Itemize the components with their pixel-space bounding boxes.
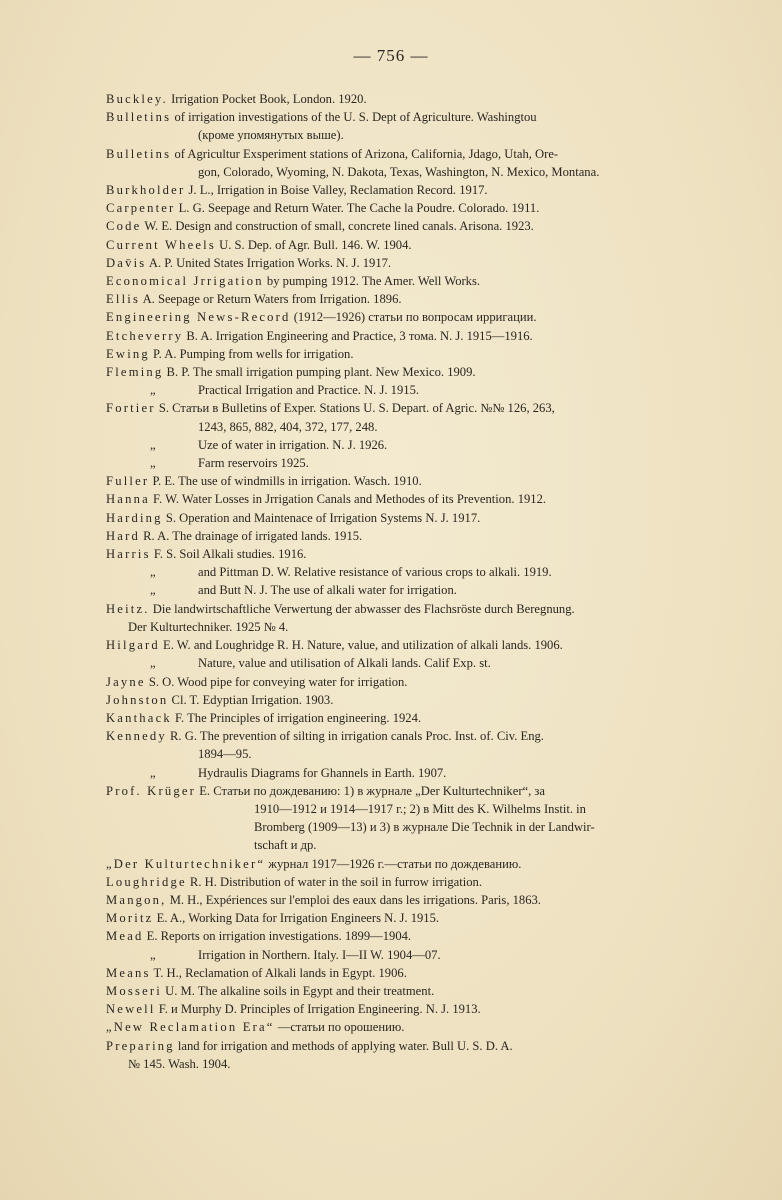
entry-author: Jayne bbox=[106, 674, 146, 689]
entry-author: Code bbox=[106, 219, 142, 234]
entry-first-line bbox=[106, 547, 306, 561]
bibliography-entry bbox=[106, 1000, 718, 1018]
bibliography-entry bbox=[106, 490, 718, 508]
entry-continuation: (кроме упомянутых выше). bbox=[198, 128, 344, 143]
entry-text: Practical Irrigation and Practice. N. J. 1915. bbox=[198, 383, 420, 398]
entry-text: by pumping 1912. The Amer. Well Works. bbox=[266, 274, 481, 289]
entry-author: Heitz. bbox=[106, 601, 150, 616]
bibliography-entry bbox=[106, 363, 718, 381]
entry-first-line bbox=[106, 310, 537, 324]
bibliography-entry bbox=[106, 272, 718, 290]
bibliography-entry bbox=[106, 581, 718, 599]
entry-first-line bbox=[106, 948, 441, 962]
entry-first-line bbox=[106, 638, 563, 652]
entry-text: R. A. The drainage of irrigated lands. 1915. bbox=[143, 528, 363, 543]
entry-author: „Der Kulturtechniker“ bbox=[106, 856, 266, 871]
entry-text: S. Operation and Maintenace of Irrigation Systems N. J. 1917. bbox=[165, 510, 481, 525]
bibliography-entry bbox=[106, 90, 718, 108]
entry-text: F. S. Soil Alkali studies. 1916. bbox=[153, 547, 307, 562]
bibliography-entry bbox=[106, 472, 718, 490]
entry-text: Hydraulis Diagrams for Ghannels in Earth. 1907. bbox=[198, 765, 447, 780]
entry-author: Engineering News-Record bbox=[106, 310, 291, 325]
entry-first-line bbox=[106, 875, 482, 889]
entry-first-line bbox=[106, 474, 422, 488]
entry-text: R. H. Distribution of water in the soil in furrow irrigation. bbox=[189, 874, 482, 889]
entry-author: Carpenter bbox=[106, 201, 176, 216]
entry-author: Bulletins bbox=[106, 146, 172, 161]
entry-author: Bulletins bbox=[106, 110, 172, 125]
entry-author: Current Wheels bbox=[106, 237, 216, 252]
entry-author: Prof. Krüger bbox=[106, 783, 197, 798]
entry-text: S. Статьи в Bulletins of Exper. Stations U. S. Depart. of Agric. №№ 126, 263, bbox=[158, 401, 555, 416]
entry-continuation: tschaft и др. bbox=[254, 838, 317, 853]
entry-first-line bbox=[106, 238, 412, 252]
entry-first-line bbox=[106, 274, 480, 288]
entry-author: Harding bbox=[106, 510, 163, 525]
entry-first-line bbox=[106, 492, 546, 506]
bibliography-entry bbox=[106, 873, 718, 891]
entry-text: A. P. United States Irrigation Works. N. J. 1917. bbox=[148, 255, 392, 270]
bibliography-entry bbox=[106, 181, 718, 199]
bibliography-entry bbox=[106, 636, 718, 654]
entry-author: Mosseri bbox=[106, 983, 162, 998]
entry-first-line bbox=[106, 183, 488, 197]
entry-text: —статьи по орошению. bbox=[277, 1020, 405, 1035]
entry-author: Preparing bbox=[106, 1038, 175, 1053]
entry-text: S. O. Wood pipe for conveying water for irrigation. bbox=[148, 674, 408, 689]
entry-first-line bbox=[106, 693, 333, 707]
bibliography-entry bbox=[106, 673, 718, 691]
bibliography-entry bbox=[106, 982, 718, 1000]
entry-text: land for irrigation and methods of applying water. Bull U. S. D. A. bbox=[177, 1038, 513, 1053]
ditto-mark: „ bbox=[150, 765, 156, 780]
bibliography-entry bbox=[106, 927, 718, 945]
entry-text: Cl. T. Edyptian Irrigation. 1903. bbox=[171, 692, 334, 707]
entry-text: Farm reservoirs 1925. bbox=[198, 456, 309, 471]
entry-author: Economical Jrrigation bbox=[106, 274, 264, 289]
bibliography-entry bbox=[106, 254, 718, 272]
entry-author: Hanna bbox=[106, 492, 150, 507]
entry-author: Hilgard bbox=[106, 638, 160, 653]
entry-first-line bbox=[106, 766, 446, 780]
entry-text: P. A. Pumping from wells for irrigation. bbox=[153, 346, 354, 361]
entry-author: Fleming bbox=[106, 365, 164, 380]
entry-first-line bbox=[106, 329, 533, 343]
entry-author: Harris bbox=[106, 547, 151, 562]
entry-text: J. L., Irrigation in Boise Valley, Reclamation Record. 1917. bbox=[188, 183, 488, 198]
entry-author: Ewing bbox=[106, 346, 150, 361]
ditto-mark: „ bbox=[150, 383, 156, 398]
entry-author: Fortier bbox=[106, 401, 156, 416]
entry-continuation: gon, Colorado, Wyoming, N. Dakota, Texas, Washington, N. Mexico, Montana. bbox=[198, 164, 600, 179]
entry-first-line bbox=[106, 729, 544, 743]
bibliography-entry bbox=[106, 217, 718, 235]
entry-text: A. Seepage or Return Waters from Irrigation. 1896. bbox=[142, 292, 402, 307]
entry-author: Kanthack bbox=[106, 710, 172, 725]
ditto-mark: „ bbox=[150, 456, 156, 471]
entry-first-line bbox=[106, 365, 476, 379]
bibliography-entry bbox=[106, 399, 718, 435]
entry-first-line bbox=[106, 893, 541, 907]
bibliography-entry bbox=[106, 727, 718, 763]
entry-first-line bbox=[106, 966, 407, 980]
entry-author: Fuller bbox=[106, 474, 150, 489]
bibliography-entry bbox=[106, 764, 718, 782]
entry-author: Buckley. bbox=[106, 92, 168, 106]
entry-author: Dav̄is bbox=[106, 255, 147, 270]
bibliography-entry bbox=[106, 290, 718, 308]
entry-first-line bbox=[106, 1020, 404, 1034]
entry-text: R. G. The prevention of silting in irrigation canals Proc. Inst. of. Civ. Eng. bbox=[170, 729, 544, 744]
bibliography-entry bbox=[106, 381, 718, 399]
entry-first-line bbox=[106, 911, 439, 925]
entry-author: Moritz bbox=[106, 911, 154, 926]
bibliography-entry bbox=[106, 1037, 718, 1073]
bibliography-entry bbox=[106, 909, 718, 927]
entry-first-line bbox=[106, 675, 407, 689]
entry-continuation: Der Kulturtechniker. 1925 № 4. bbox=[128, 619, 289, 634]
entry-author: Hard bbox=[106, 528, 140, 543]
entry-first-line bbox=[106, 347, 354, 361]
entry-text: of Agricultur Exsperiment stations of Arizona, California, Jdago, Utah, Ore- bbox=[174, 146, 559, 161]
bibliography-entry bbox=[106, 199, 718, 217]
entry-first-line bbox=[106, 583, 457, 597]
entry-text: W. E. Design and construction of small, concrete lined canals. Arisona. 1923. bbox=[144, 219, 534, 234]
bibliography-entry bbox=[106, 509, 718, 527]
entry-text: of irrigation investigations of the U. S. Dept of Agriculture. Washingtou bbox=[174, 110, 537, 125]
entry-text: and Pittman D. W. Relative resistance of various crops to alkali. 1919. bbox=[198, 565, 552, 580]
entry-first-line bbox=[106, 1039, 513, 1053]
bibliography-list bbox=[106, 90, 718, 1073]
bibliography-entry bbox=[106, 600, 718, 636]
entry-first-line bbox=[106, 256, 391, 270]
entry-text: E. W. and Loughridge R. H. Nature, value, and utilization of alkali lands. 1906. bbox=[163, 638, 563, 653]
entry-author: Mangon, bbox=[106, 892, 167, 907]
bibliography-entry bbox=[106, 454, 718, 472]
bibliography-entry bbox=[106, 108, 718, 144]
bibliography-entry bbox=[106, 964, 718, 982]
entry-author: „New Reclamation Era“ bbox=[106, 1020, 275, 1035]
ditto-mark: „ bbox=[150, 656, 156, 671]
entry-first-line bbox=[106, 1002, 481, 1016]
bibliography-entry bbox=[106, 527, 718, 545]
bibliography-entry bbox=[106, 891, 718, 909]
ditto-mark: „ bbox=[150, 947, 156, 962]
entry-author: Burkholder bbox=[106, 183, 186, 198]
entry-first-line bbox=[106, 92, 367, 106]
bibliography-entry bbox=[106, 946, 718, 964]
bibliography-entry bbox=[106, 545, 718, 563]
bibliography-entry bbox=[106, 145, 718, 181]
bibliography-entry bbox=[106, 691, 718, 709]
bibliography-entry bbox=[106, 436, 718, 454]
bibliography-entry bbox=[106, 236, 718, 254]
bibliography-entry bbox=[106, 782, 718, 855]
bibliography-entry bbox=[106, 1018, 718, 1036]
entry-first-line bbox=[106, 110, 537, 124]
entry-text: E. A., Working Data for Irrigation Engineers N. J. 1915. bbox=[156, 911, 440, 926]
entry-author: Ellis bbox=[106, 292, 141, 307]
entry-first-line bbox=[106, 383, 419, 397]
bibliography-entry bbox=[106, 563, 718, 581]
entry-first-line bbox=[106, 602, 575, 616]
entry-first-line bbox=[106, 784, 545, 798]
entry-text: Irrigation Pocket Book, London. 1920. bbox=[171, 92, 367, 106]
entry-text: B. P. The small irrigation pumping plant. New Mexico. 1909. bbox=[166, 365, 476, 380]
entry-first-line bbox=[106, 456, 309, 470]
entry-text: T. H., Reclamation of Alkali lands in Egypt. 1906. bbox=[153, 965, 407, 980]
entry-text: Nature, value and utilisation of Alkali lands. Calif Exp. st. bbox=[198, 656, 491, 671]
entry-text: B. A. Irrigation Engineering and Practice, 3 тома. N. J. 1915—1916. bbox=[186, 328, 533, 343]
entry-first-line bbox=[106, 438, 387, 452]
entry-first-line bbox=[106, 511, 480, 525]
entry-continuation: № 145. Wash. 1904. bbox=[128, 1056, 231, 1071]
entry-text: F. и Murphy D. Principles of Irrigation Engineering. N. J. 1913. bbox=[158, 1002, 481, 1017]
entry-first-line bbox=[106, 529, 362, 543]
entry-author: Mead bbox=[106, 929, 144, 944]
ditto-mark: „ bbox=[150, 437, 156, 452]
bibliography-entry bbox=[106, 327, 718, 345]
entry-first-line bbox=[106, 929, 411, 943]
entry-first-line bbox=[106, 401, 555, 415]
entry-first-line bbox=[106, 656, 491, 670]
ditto-mark: „ bbox=[150, 565, 156, 580]
entry-author: Newell bbox=[106, 1002, 156, 1017]
bibliography-entry bbox=[106, 654, 718, 672]
entry-text: and Butt N. J. The use of alkali water for irrigation. bbox=[198, 583, 457, 598]
entry-text: L. G. Seepage and Return Water. The Cache la Poudre. Colorado. 1911. bbox=[178, 201, 540, 216]
ditto-mark: „ bbox=[150, 583, 156, 598]
bibliography-entry bbox=[106, 308, 718, 326]
entry-first-line bbox=[106, 984, 434, 998]
entry-continuation: 1894—95. bbox=[198, 747, 252, 762]
entry-first-line bbox=[106, 219, 534, 233]
entry-text: Irrigation in Northern. Italy. I—II W. 1904—07. bbox=[198, 947, 441, 962]
entry-author: Johnston bbox=[106, 692, 169, 707]
entry-first-line bbox=[106, 201, 539, 215]
bibliography-entry bbox=[106, 709, 718, 727]
entry-continuation: Bromberg (1909—13) и 3) в журнале Die Technik in der Landwir- bbox=[254, 820, 595, 835]
entry-text: E. Статьи по дождеванию: 1) в журнале „Der Kulturtechniker“, за bbox=[199, 783, 545, 798]
entry-text: F. The Principles of irrigation engineering. 1924. bbox=[175, 710, 422, 725]
entry-text: Uze of water in irrigation. N. J. 1926. bbox=[198, 437, 388, 452]
entry-author: Means bbox=[106, 965, 151, 980]
entry-text: E. Reports on irrigation investigations. 1899—1904. bbox=[146, 929, 412, 944]
entry-first-line bbox=[106, 292, 402, 306]
entry-text: U. S. Dep. of Agr. Bull. 146. W. 1904. bbox=[219, 237, 412, 252]
entry-text: (1912—1926) статьи по вопросам ирригации. bbox=[293, 310, 537, 325]
entry-first-line bbox=[106, 857, 521, 871]
entry-text: P. E. The use of windmills in irrigation. Wasch. 1910. bbox=[152, 474, 422, 489]
entry-text: журнал 1917—1926 г.—статьи по дождеванию. bbox=[268, 856, 522, 871]
entry-continuation: 1910—1912 и 1914—1917 г.; 2) в Mitt des K. Wilhelms Instit. in bbox=[254, 801, 586, 816]
bibliography-entry bbox=[106, 855, 718, 873]
entry-author: Etcheverry bbox=[106, 328, 184, 343]
entry-text: F. W. Water Losses in Jrrigation Canals and Methodes of its Prevention. 1912. bbox=[153, 492, 547, 507]
entry-text: U. M. The alkaline soils in Egypt and their treatment. bbox=[165, 983, 435, 998]
entry-first-line bbox=[106, 565, 552, 579]
page-number: — 756 — bbox=[353, 46, 429, 65]
entry-author: Loughridge bbox=[106, 874, 187, 889]
entry-first-line bbox=[106, 711, 421, 725]
entry-author: Kennedy bbox=[106, 729, 167, 744]
entry-text: Die landwirtschaftliche Verwertung der abwasser des Flachsröste durch Beregnung. bbox=[152, 601, 575, 616]
bibliography-entry bbox=[106, 345, 718, 363]
entry-continuation: 1243, 865, 882, 404, 372, 177, 248. bbox=[198, 419, 378, 434]
entry-first-line bbox=[106, 147, 558, 161]
entry-text: M. H., Expériences sur l'emploi des eaux dans les irrigations. Paris, 1863. bbox=[169, 892, 541, 907]
